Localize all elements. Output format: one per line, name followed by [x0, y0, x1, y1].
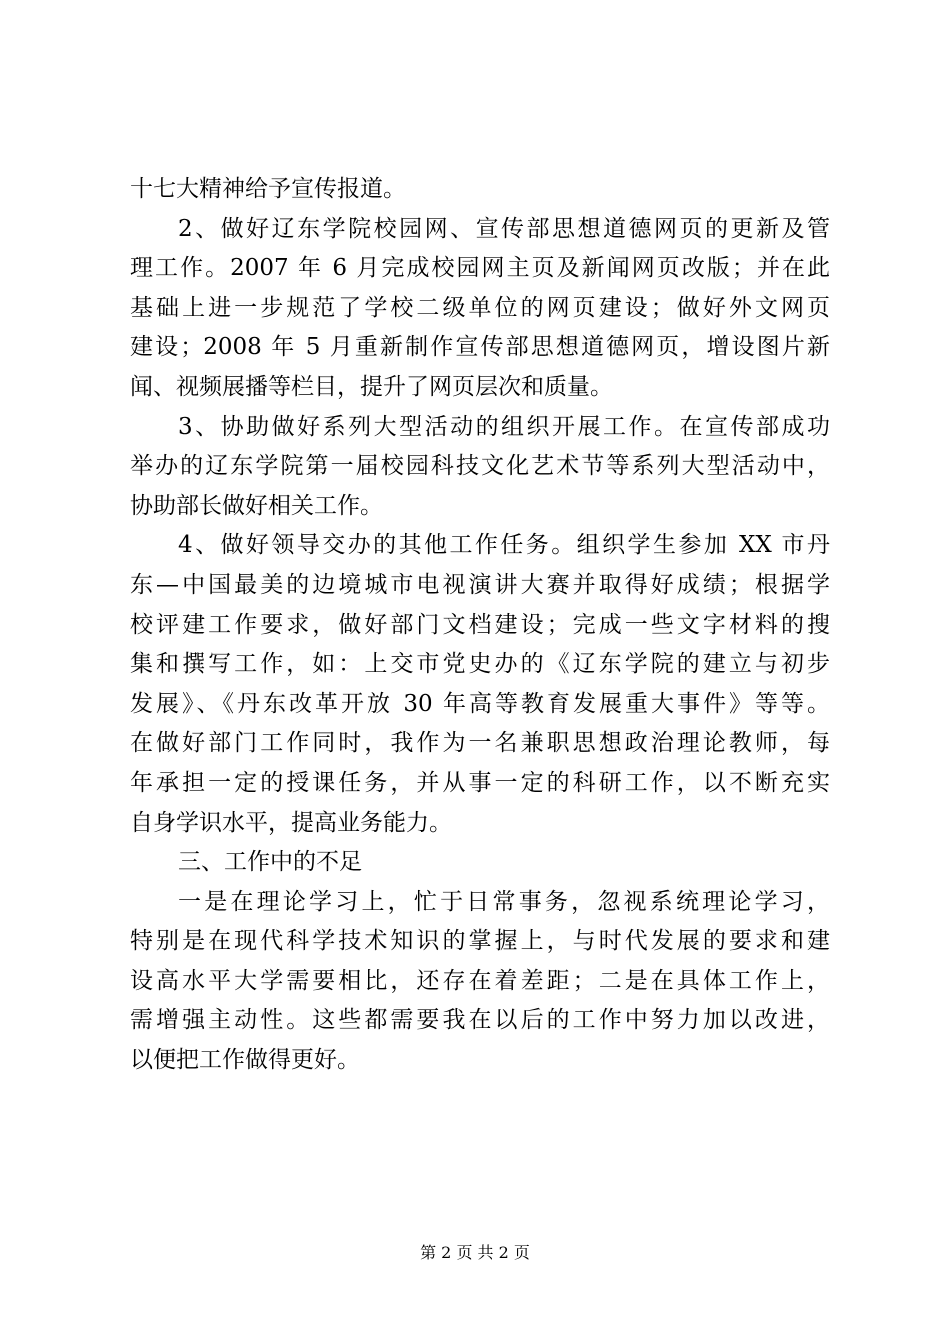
text-line: 发展》、《丹东改革开放 30 年高等教育发展重大事件》等等。: [130, 690, 830, 717]
text-line: 一是在理论学习上，忙于日常事务，忽视系统理论学习，: [178, 888, 830, 915]
text-line: 校评建工作要求，做好部门文档建设；完成一些文字材料的搜: [130, 611, 830, 638]
text-line: 自身学识水平，提高业务能力。: [130, 809, 452, 836]
document-body: [130, 170, 830, 1081]
text-line: 建设；2008 年 5 月重新制作宣传部思想道德网页，增设图片新: [130, 334, 830, 361]
text-line: 集和撰写工作，如：上交市党史办的《辽东学院的建立与初步: [130, 651, 830, 678]
text-line: 理工作。2007 年 6 月完成校园网主页及新闻网页改版；并在此: [130, 255, 830, 282]
page-footer: 第 2 页 共 2 页: [420, 1243, 530, 1262]
text-line: 以便把工作做得更好。: [130, 1047, 360, 1074]
text-line: 年承担一定的授课任务，并从事一定的科研工作，以不断充实: [130, 769, 830, 796]
text-line: 在做好部门工作同时，我作为一名兼职思想政治理论教师，每: [130, 730, 830, 757]
text-line: 三、工作中的不足: [178, 849, 362, 876]
text-line: 设高水平大学需要相比，还存在着差距；二是在具体工作上，: [130, 967, 830, 994]
text-line: 特别是在现代科学技术知识的掌握上，与时代发展的要求和建: [130, 928, 830, 955]
text-line: 十七大精神给予宣传报道。: [130, 176, 406, 202]
text-line: 4、做好领导交办的其他工作任务。组织学生参加 XX 市丹: [178, 532, 830, 559]
text-line: 闻、视频展播等栏目，提升了网页层次和质量。: [130, 373, 613, 400]
text-line: 基础上进一步规范了学校二级单位的网页建设；做好外文网页: [130, 294, 830, 321]
text-line: 举办的辽东学院第一届校园科技文化艺术节等系列大型活动中，: [130, 453, 830, 480]
text-line: 2、做好辽东学院校园网、宣传部思想道德网页的更新及管: [178, 215, 830, 242]
text-line: 3、协助做好系列大型活动的组织开展工作。在宣传部成功: [178, 413, 830, 440]
text-line: 需增强主动性。这些都需要我在以后的工作中努力加以改进，: [130, 1007, 830, 1034]
text-line: 协助部长做好相关工作。: [130, 492, 383, 519]
text-line: 东—中国最美的边境城市电视演讲大赛并取得好成绩；根据学: [130, 571, 830, 598]
